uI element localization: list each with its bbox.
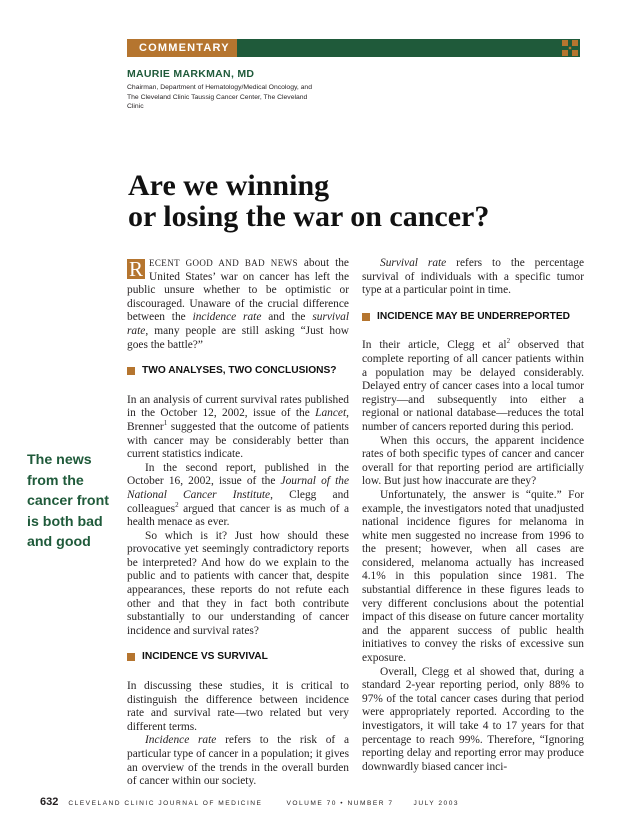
subhead-underreported	[362, 310, 584, 324]
intro-em-1: incidence rate	[192, 311, 262, 324]
title-line-1: Are we winning	[128, 169, 330, 202]
paragraph: In discussing these studies, it is critical to distinguish the difference between incidence rate and survival rate—two related but very different terms.	[127, 680, 349, 733]
subhead-two-analyses	[127, 364, 349, 378]
section-label: COMMENTARY	[127, 39, 237, 57]
term: Incidence rate	[145, 734, 217, 747]
pull-quote: The news from the cancer front is both bad and good	[27, 452, 109, 550]
author-name: MAURIE MARKMAN, MD	[127, 68, 255, 80]
subhead-square-icon	[127, 367, 135, 375]
subhead-text: INCIDENCE VS SURVIVAL	[142, 651, 268, 663]
intro-text-b: and the	[261, 311, 313, 324]
subhead-square-icon	[362, 313, 370, 321]
text-run: In an analysis of current survival rates published in the October 12, 2002, issue of the	[127, 393, 349, 420]
intro-text-c: , many people are still asking “Just how goes the battle?”	[127, 324, 349, 351]
text-run: suggested that the outcome of patients with cancer may be considerably better than current statistics indicate.	[127, 420, 349, 461]
intro-em-2: survival rate	[127, 311, 350, 337]
paragraph: So which is it? Just how should these provocative yet seemingly contradictory reports be interpreted? And how do we explain to the public and to patients with cancer that, despite appearances, these reports do not refute each other and that they in fact both contribute substantially to our understanding of cancer incidence and survival rates?	[127, 529, 349, 637]
header-bar	[237, 39, 560, 57]
intro-text-a: about the United States’ war on cancer has left the public unsure whether to be optimistic or discouraged. Unaware of the crucial difference between the	[127, 257, 349, 324]
subhead-text: TWO ANALYSES, TWO CONCLUSIONS?	[142, 365, 337, 377]
text-run: , Brenner	[127, 407, 349, 433]
text-run: observed that complete reporting of all cancer patients within a population may be delayed considerably. Delayed entry of cancer cases into a local tumor registry—and subsequently into either a regional or national database—reduces the total number of cancers reported during this period.	[362, 339, 584, 433]
right-column	[362, 257, 584, 774]
paragraph	[362, 339, 584, 434]
text-run: , Clegg and colleagues	[127, 488, 350, 515]
volume-info: VOLUME 70 • NUMBER 7	[286, 800, 394, 807]
text-run: In the second report, published in the October 16, 2002, issue of the	[127, 461, 349, 488]
paragraph	[127, 734, 349, 788]
intro-paragraph	[127, 257, 349, 352]
left-column	[127, 257, 349, 789]
article-title	[128, 170, 588, 232]
reference-number: 2	[175, 500, 179, 509]
paragraph	[127, 394, 349, 462]
paragraph: Unfortunately, the answer is “quite.” For example, the investigators noted that unadjusted national incidence figures for melanoma in white men suggested no increase from 1996 to the present; however, when all cases are considered, melanoma actually has increased 4.1% in this population since 1981. The substantial difference in these figures leads to very different conclusions about the potential impact of this disease on future cancer mortality and the apparent success of public health initiatives to convey the risks of excessive sun exposure.	[362, 488, 584, 665]
journal-name: Lancet	[315, 407, 347, 420]
cross-square-icon	[560, 39, 580, 57]
journal-name-footer: CLEVELAND CLINIC JOURNAL OF MEDICINE	[68, 800, 263, 807]
paragraph	[362, 257, 584, 298]
subhead-text: INCIDENCE MAY BE UNDERREPORTED	[377, 310, 571, 322]
drop-cap: R	[128, 257, 143, 281]
issue-date: JULY 2003	[413, 800, 460, 807]
intro-smallcaps: ECENT GOOD AND BAD NEWS	[149, 258, 298, 268]
page-number: 632	[40, 796, 59, 808]
reference-number: 1	[163, 419, 168, 428]
page-footer	[40, 796, 459, 808]
paragraph: Overall, Clegg et al showed that, during a standard 2-year reporting period, only 88% to 97% of the total cancer cases during that period were appropriately reported. According to the investigators, it will take 4 to 17 years for that percentage to reach 99%. Therefore, “Ignoring reporting delay and reporting error may produce downwardly biased cancer inci-	[362, 665, 584, 773]
paragraph: When this occurs, the apparent incidence rates of both specific types of cancer and cancer overall for that reporting period are artificially low. But just how inaccurate are they?	[362, 434, 584, 488]
subhead-square-icon	[127, 653, 135, 661]
text-run: refers to the percentage survival of individuals with a specific tumor type at a particular point in time.	[362, 257, 584, 297]
subhead-incidence-vs-survival	[127, 650, 349, 664]
author-affiliation: Chairman, Department of Hematology/Medical Oncology, and The Cleveland Clinic Taussig Cancer Center, The Cleveland Clinic	[127, 84, 312, 110]
term: Survival rate	[380, 257, 447, 269]
text-run: In their article, Clegg et al	[362, 339, 507, 352]
title-line-2: or losing the war on cancer?	[128, 200, 490, 233]
journal-name: Journal of the National Cancer Institute	[127, 475, 350, 501]
text-run: argued that cancer is as much of a health menace as ever.	[127, 502, 349, 529]
reference-number: 2	[506, 337, 511, 346]
text-run: refers to the risk of a particular type of cancer in a population; it gives an overview of the trends in the overall burden of cancer within our society.	[127, 734, 349, 788]
paragraph	[127, 462, 349, 530]
